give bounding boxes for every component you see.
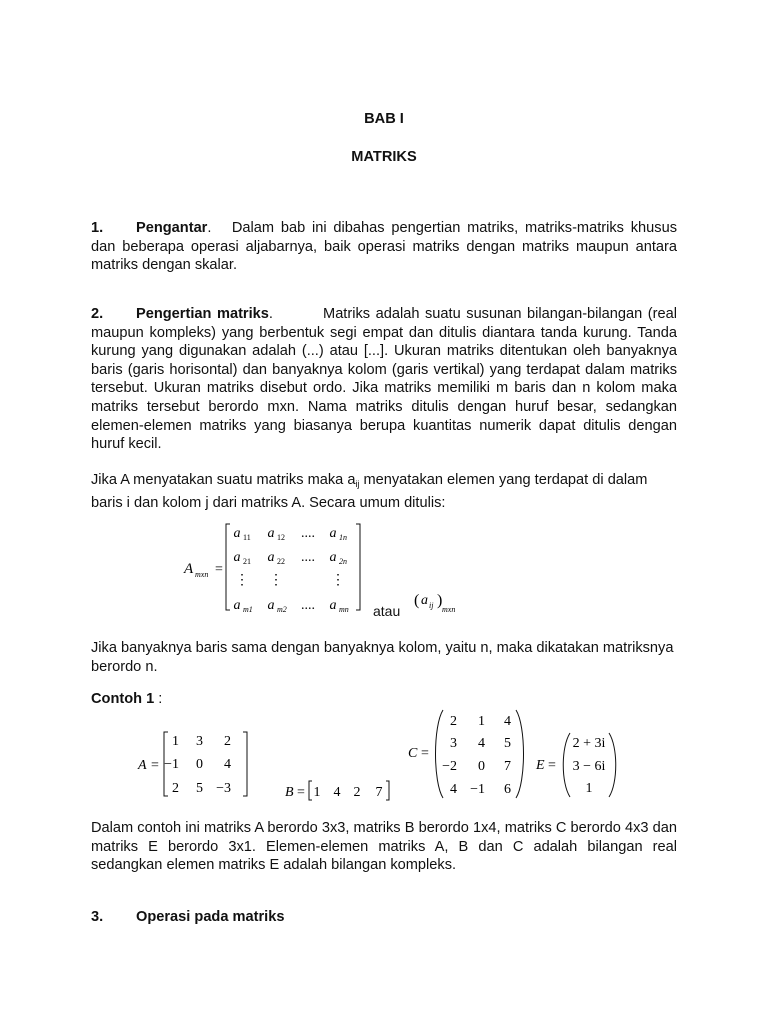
general-matrix-element: a [267,526,275,541]
section-3-title: Operasi pada matriks [136,909,285,925]
matrix-c-cell: 4 [504,714,511,729]
alt-sub: ij [429,601,434,610]
matrix-c-cell: 5 [504,736,511,751]
matrix-c-cell: −1 [470,782,485,797]
matrix-b-left-bracket [309,781,312,800]
matrix-e-cell: 1 [585,781,593,796]
matrix-c-cell: 6 [504,782,511,797]
matrix-b-cell: 4 [333,785,341,800]
general-matrix-name-sub: mxn [195,570,209,579]
alt-close-paren: ) [437,592,443,609]
chapter-label: BAB I [364,111,404,127]
matrix-e-equals: = [548,758,556,773]
general-matrix-element: a [329,598,337,613]
alt-base: a [421,593,428,608]
matrix-b-name: B [285,785,294,800]
chapter-title: MATRIKS [351,149,417,165]
matrix-a-right-bracket [243,732,247,796]
matrix-e [533,729,618,801]
matrix-a-equals: = [151,758,159,773]
section-1-text: Dalam bab ini dibahas pengertian matriks, matriks-matriks khusus dan beberapa operasi aljabarnya, baik operasi matriks dengan matriks maupun antara matriks dengan skalar. [91,220,677,274]
matrix-a-cell: 5 [196,781,203,796]
alt-open-paren: ( [414,592,420,609]
matrix-e-left-paren [563,733,570,797]
aij-text-post: menyatakan elemen yang terdapat di dalam baris i dan kolom j dari matriks A. Secara umum ditulis: [91,472,648,511]
matrix-e-cell: 2 + 3i [572,736,606,751]
general-matrix-element-sub: 21 [243,557,251,566]
general-matrix-element-sub: m2 [277,605,287,614]
general-matrix-element: a [233,526,241,541]
section-2-heading: Pengertian matriks [136,306,269,322]
matrix-e-name: E [536,758,545,773]
general-matrix-element-sub: 11 [243,533,251,542]
matrix-e-cell: 3 − 6i [572,759,606,774]
section-1-paragraph: 1. Pengantar. Dalam bab ini dibahas pengertian matriks, matriks-matriks khusus dan beberapa operasi aljabarnya, baik operasi matriks dengan matriks maupun antara matriks dengan skalar. [91,220,677,274]
matrix-a-cell: 3 [196,734,203,749]
general-matrix-element: a [267,598,275,613]
general-matrix-equals: = [215,562,223,577]
matrix-b-equals: = [297,785,305,800]
matrix-a-cell: −3 [216,781,231,796]
matrix-a-cell: 1 [172,734,179,749]
matrix-c [405,706,530,802]
matrix-b-cell: 7 [375,785,383,800]
matrix-c-cell: 7 [504,759,511,774]
general-matrix-element-sub: 22 [277,557,285,566]
general-matrix-name: A [184,561,194,577]
general-matrix-element: ⋮ [235,573,249,588]
matrix-a-cell: 2 [224,734,231,749]
matrix-c-right-paren [516,710,524,798]
matrix-b-cell: 2 [353,785,361,800]
section-1-heading: Pengantar [136,220,208,236]
matrix-a-cell: −1 [164,757,179,772]
example-colon: : [154,691,163,707]
alt-notation [412,588,472,614]
example-label: Contoh 1 [91,691,155,707]
general-matrix-element-sub: 1n [339,533,347,542]
matrix-a-cell: 2 [172,781,179,796]
left-bracket [226,524,230,610]
aij-paragraph [91,471,677,512]
alt-outer-sub: mxn [442,605,456,614]
matrix-c-cell: 3 [450,736,457,751]
matrix-b-cell: 1 [313,785,321,800]
general-matrix-element-sub: m1 [243,605,253,614]
general-matrix-element: ⋮ [331,573,345,588]
matrix-e-right-paren [609,733,616,797]
matrix-c-cell: −2 [442,759,457,774]
section-2-number: 2. [91,306,104,322]
general-matrix-element: a [267,550,275,565]
general-matrix-element: a [329,550,337,565]
atau-label: atau [373,603,401,619]
general-matrix-element-sub: 12 [277,533,285,542]
square-paragraph: Jika banyaknya baris sama dengan banyaknya kolom, yaitu n, maka dikatakan matriksnya berordo n. [91,640,674,675]
matrix-b [283,777,403,805]
matrix-c-left-paren [436,710,444,798]
general-matrix-element: .... [301,550,315,565]
section-3-number: 3. [91,909,104,925]
general-matrix-element-sub: mn [339,605,349,614]
general-matrix-element: a [233,598,241,613]
matrix-c-name: C [408,746,418,761]
section-2-text: Matriks adalah suatu susunan bilangan-bilangan (real maupun kompleks) yang berbentuk segi empat dan ditulis diantara tanda kurung. Tanda kurung yang digunakan adalah (...) atau [...]. Ukuran matriks ditentukan oleh banyaknya baris (garis horisontal) dan banyaknya kolom (garis vertikal) yang terdapat dalam matriks tersebut. Ukuran matriks disebut ordo. Jika matriks memiliki m baris dan n kolom maka matriks tersebut berordo mxn. Nama matriks ditulis dengan huruf besar, sedangkan elemen-elemen matriks yang biasanya berupa kuantitas numerik dapat ditulis dengan huruf kecil. [91,306,677,453]
general-matrix-element: a [329,526,337,541]
matrix-a-cell: 0 [196,757,203,772]
matrix-a-name: A [138,758,147,773]
matrix-a [135,728,255,800]
aij-text-pre: Jika A menyatakan suatu matriks maka a [91,472,356,488]
general-matrix-element: a [233,550,241,565]
matrix-c-cell: 2 [450,714,457,729]
general-matrix-element: .... [301,526,315,541]
matrix-b-right-bracket [386,781,389,800]
general-matrix-element-sub: 2n [339,557,347,566]
aij-subscript: ij [355,479,360,489]
general-matrix-element: ⋮ [269,573,283,588]
matrix-c-cell: 4 [478,736,485,751]
section-1-number: 1. [91,220,104,236]
example-heading [91,691,162,707]
matrix-a-cell: 4 [224,757,231,772]
section-3-heading [91,909,284,925]
example-paragraph: Dalam contoh ini matriks A berordo 3x3, matriks B berordo 1x4, matriks C berordo 4x3 dan matriks E berordo 3x1. Elemen-elemen matriks A, B dan C adalah bilangan real sedangkan elemen matriks E adalah bilangan kompleks. [91,820,677,874]
matrix-c-cell: 4 [450,782,457,797]
matrix-c-equals: = [421,746,429,761]
right-bracket [356,524,360,610]
section-2-paragraph: 2. Pengertian matriks. Matriks adalah suatu susunan bilangan-bilangan (real maupun kompleks) yang berbentuk segi empat dan ditulis diantara tanda kurung. Tanda kurung yang digunakan adalah (...) atau [...]. Ukuran matriks ditentukan oleh banyaknya baris (garis horisontal) dan banyaknya kolom (garis vertikal) yang terdapat dalam matriks tersebut. Ukuran matriks disebut ordo. Jika matriks memiliki m baris dan n kolom maka matriks tersebut berordo mxn. Nama matriks ditulis dengan huruf besar, sedangkan elemen-elemen matriks yang biasanya berupa kuantitas numerik dapat ditulis dengan huruf kecil. [91,306,677,453]
general-matrix-element: .... [301,598,315,613]
matrix-c-cell: 1 [478,714,485,729]
matrix-c-cell: 0 [478,759,485,774]
